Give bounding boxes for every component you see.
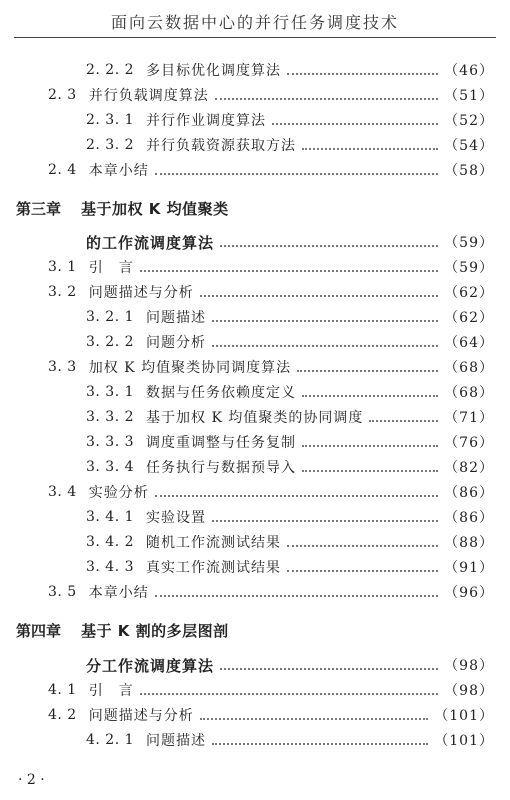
- page-ref: （101）: [434, 708, 494, 724]
- dot-leader: [155, 495, 438, 497]
- section-title: 问题描述: [146, 310, 207, 326]
- section-title: 实验分析: [88, 485, 149, 501]
- dot-leader: [220, 668, 438, 670]
- section-number: 3. 4: [48, 484, 77, 500]
- dot-leader: [212, 743, 428, 745]
- section-title: 并行负载资源获取方法: [146, 138, 297, 154]
- section-title: 引 言: [88, 260, 134, 276]
- dot-leader: [287, 73, 438, 75]
- section-number: 4. 2: [48, 707, 77, 723]
- section-number: 4. 1: [48, 682, 77, 698]
- toc-entry-4-2-1[interactable]: [86, 728, 494, 752]
- section-title: 本章小结: [88, 163, 149, 179]
- toc-entry-2-4[interactable]: [48, 158, 494, 182]
- section-title: 任务执行与数据预导入: [146, 460, 297, 476]
- page-ref: （59）: [444, 235, 494, 251]
- section-title: 问题分析: [146, 335, 207, 351]
- page-ref: （96）: [444, 585, 494, 601]
- section-title: 并行作业调度算法: [146, 113, 267, 129]
- page-number: · 2 ·: [18, 772, 45, 788]
- section-title: 本章小结: [88, 585, 149, 601]
- page-ref: （88）: [444, 535, 494, 551]
- section-title: 并行负载调度算法: [88, 88, 209, 104]
- section-number: 2. 3. 1: [86, 112, 135, 128]
- section-title: 问题描述: [146, 733, 207, 749]
- section-number: 4. 2. 1: [86, 732, 135, 748]
- page-ref: （62）: [444, 310, 494, 326]
- dot-leader: [212, 520, 438, 522]
- section-number: 3. 2. 2: [86, 334, 135, 350]
- toc-entry-4-2[interactable]: [48, 703, 494, 727]
- dot-leader: [287, 570, 438, 572]
- toc-entry-3-3-2[interactable]: [86, 405, 494, 429]
- section-title: 问题描述与分析: [88, 285, 194, 301]
- section-title: 加权 K 均值聚类协同调度算法: [88, 360, 292, 376]
- section-title: 问题描述与分析: [88, 708, 194, 724]
- page-ref: （51）: [444, 88, 494, 104]
- dot-leader: [212, 320, 438, 322]
- toc-entry-3-4-3[interactable]: [86, 555, 494, 579]
- section-title: 随机工作流测试结果: [146, 535, 282, 551]
- section-number: 3. 3. 2: [86, 409, 135, 425]
- page-ref: （62）: [444, 285, 494, 301]
- chapter-label: 第四章: [16, 621, 62, 640]
- toc-entry-3-2[interactable]: [48, 280, 494, 304]
- page-ref: （58）: [444, 163, 494, 179]
- dot-leader: [287, 545, 438, 547]
- dot-leader: [369, 420, 438, 422]
- section-number: 3. 2: [48, 284, 77, 300]
- section-number: 3. 3. 1: [86, 384, 135, 400]
- toc-entry-3-2-2[interactable]: [86, 330, 494, 354]
- dot-leader: [140, 270, 438, 272]
- section-number: 3. 3: [48, 359, 77, 375]
- section-number: 3. 4. 2: [86, 534, 135, 550]
- toc-entry-3-4[interactable]: [48, 480, 494, 504]
- toc-entry-3-1[interactable]: [48, 255, 494, 279]
- chapter-heading-4[interactable]: [16, 618, 229, 642]
- dot-leader: [272, 123, 438, 125]
- chapter-heading-3[interactable]: [16, 196, 229, 220]
- toc-entry-2-2-2[interactable]: [86, 58, 494, 82]
- toc-entry-2-3[interactable]: [48, 83, 494, 107]
- page-ref: （76）: [444, 435, 494, 451]
- chapter-4-title-continuation[interactable]: [86, 653, 494, 677]
- toc-entry-3-3-3[interactable]: [86, 430, 494, 454]
- page-ref: （86）: [444, 510, 494, 526]
- toc-entry-2-3-2[interactable]: [86, 133, 494, 157]
- toc-entry-3-4-2[interactable]: [86, 530, 494, 554]
- dot-leader: [200, 718, 429, 720]
- page-ref: （46）: [444, 63, 494, 79]
- page-ref: （59）: [444, 260, 494, 276]
- dot-leader: [220, 245, 438, 247]
- dot-leader: [302, 395, 438, 397]
- page-ref: （52）: [444, 113, 494, 129]
- page-ref: （101）: [434, 733, 494, 749]
- section-title: 实验设置: [146, 510, 207, 526]
- section-number: 2. 3. 2: [86, 137, 135, 153]
- dot-leader: [215, 98, 438, 100]
- section-title: 调度重调整与任务复制: [146, 435, 297, 451]
- dot-leader: [302, 470, 438, 472]
- page-ref: （68）: [444, 360, 494, 376]
- dot-leader: [200, 295, 438, 297]
- section-number: 3. 4. 3: [86, 559, 135, 575]
- section-number: 2. 2. 2: [86, 62, 135, 78]
- chapter-title: 基于 K 割的多层图剖: [81, 621, 229, 640]
- dot-leader: [155, 173, 438, 175]
- page-ref: （98）: [444, 683, 494, 699]
- toc-entry-4-1[interactable]: [48, 678, 494, 702]
- section-number: 2. 3: [48, 87, 77, 103]
- section-title: 基于加权 K 均值聚类的协同调度: [146, 410, 364, 426]
- section-number: 3. 5: [48, 584, 77, 600]
- page-ref: （71）: [444, 410, 494, 426]
- page-ref: （82）: [444, 460, 494, 476]
- chapter-label: 第三章: [16, 199, 62, 218]
- chapter-3-title-continuation[interactable]: [86, 230, 494, 254]
- toc-entry-3-3[interactable]: [48, 355, 494, 379]
- dot-leader: [212, 345, 438, 347]
- toc-entry-3-4-1[interactable]: [86, 505, 494, 529]
- page-ref: （54）: [444, 138, 494, 154]
- section-number: 3. 2. 1: [86, 309, 135, 325]
- section-number: 3. 3. 3: [86, 434, 135, 450]
- section-title: 真实工作流测试结果: [146, 560, 282, 576]
- chapter-title-cont: 分工作流调度算法: [86, 656, 215, 675]
- page-ref: （98）: [444, 658, 494, 674]
- section-number: 3. 3. 4: [86, 459, 135, 475]
- chapter-title-cont: 的工作流调度算法: [86, 233, 215, 252]
- dot-leader: [297, 370, 438, 372]
- toc-entry-3-2-1[interactable]: [86, 305, 494, 329]
- header-rule: [14, 37, 496, 38]
- toc-entry-3-5[interactable]: [48, 580, 494, 604]
- page-ref: （64）: [444, 335, 494, 351]
- page-ref: （68）: [444, 385, 494, 401]
- chapter-title: 基于加权 K 均值聚类: [81, 199, 229, 218]
- toc-entry-3-3-1[interactable]: [86, 380, 494, 404]
- page-ref: （86）: [444, 485, 494, 501]
- running-header: [0, 0, 510, 40]
- dot-leader: [302, 445, 438, 447]
- section-number: 3. 4. 1: [86, 509, 135, 525]
- toc-entry-2-3-1[interactable]: [86, 108, 494, 132]
- page-ref: （91）: [444, 560, 494, 576]
- section-number: 2. 4: [48, 162, 77, 178]
- section-title: 引 言: [88, 683, 134, 699]
- section-title: 数据与任务依赖度定义: [146, 385, 297, 401]
- section-title: 多目标优化调度算法: [146, 63, 282, 79]
- dot-leader: [140, 693, 438, 695]
- dot-leader: [155, 595, 438, 597]
- toc-entry-3-3-4[interactable]: [86, 455, 494, 479]
- dot-leader: [302, 148, 438, 150]
- running-header-title: 面向云数据中心的并行任务调度技术: [110, 13, 399, 32]
- section-number: 3. 1: [48, 259, 77, 275]
